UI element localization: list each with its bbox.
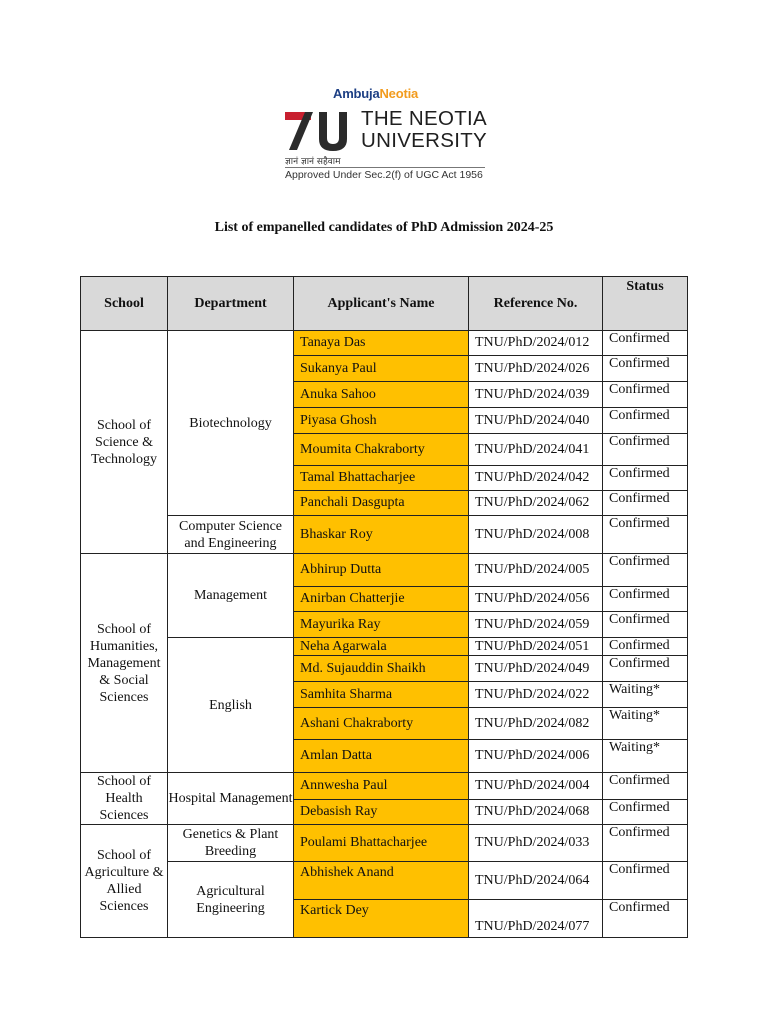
reference-no: TNU/PhD/2024/041: [469, 434, 603, 466]
reference-no: TNU/PhD/2024/056: [469, 587, 603, 612]
applicant-name: Tanaya Das: [294, 331, 469, 356]
department-cell: Management: [168, 554, 294, 638]
school-cell: School of Humanities, Management & Social Sciences: [81, 554, 168, 773]
reference-no: TNU/PhD/2024/008: [469, 516, 603, 554]
status-cell: Waiting*: [603, 740, 688, 773]
applicant-name: Samhita Sharma: [294, 682, 469, 708]
status-cell: Confirmed: [603, 862, 688, 900]
document-title: List of empanelled candidates of PhD Admission 2024-25: [214, 220, 554, 235]
reference-no: TNU/PhD/2024/039: [469, 382, 603, 408]
reference-no: TNU/PhD/2024/082: [469, 708, 603, 740]
table-row: [81, 516, 688, 554]
university-name-line2: UNIVERSITY: [361, 129, 488, 152]
header-school: School: [81, 277, 168, 331]
reference-no: TNU/PhD/2024/012: [469, 331, 603, 356]
reference-no: TNU/PhD/2024/077: [469, 900, 603, 938]
table-row: [81, 331, 688, 356]
status-cell: Confirmed: [603, 382, 688, 408]
university-logo: [283, 84, 493, 184]
department-cell: Genetics & Plant Breeding: [168, 825, 294, 862]
applicant-name: Amlan Datta: [294, 740, 469, 773]
department-cell: Computer Science and Engineering: [168, 516, 294, 554]
reference-no: TNU/PhD/2024/068: [469, 799, 603, 825]
header-applicant-name: Applicant's Name: [294, 277, 469, 331]
status-cell: Confirmed: [603, 491, 688, 516]
department-cell: Agricultural Engineering: [168, 862, 294, 938]
brand-name: AmbujaNeotia: [333, 86, 419, 101]
applicant-name: Ashani Chakraborty: [294, 708, 469, 740]
school-cell: School of Science & Technology: [81, 331, 168, 554]
applicant-name: Bhaskar Roy: [294, 516, 469, 554]
reference-no: TNU/PhD/2024/006: [469, 740, 603, 773]
table-row: [81, 825, 688, 862]
tnu-logo-mark-icon: [285, 110, 355, 152]
applicant-name: Abhishek Anand: [294, 862, 469, 900]
reference-no: TNU/PhD/2024/059: [469, 612, 603, 638]
status-cell: Confirmed: [603, 773, 688, 800]
university-name: [361, 108, 487, 152]
table-row: [81, 862, 688, 900]
status-cell: Confirmed: [603, 656, 688, 682]
applicant-name: Md. Sujauddin Shaikh: [294, 656, 469, 682]
table-header-row: [81, 277, 688, 331]
applicant-name: Mayurika Ray: [294, 612, 469, 638]
table-row: [81, 773, 688, 800]
approval-text: Approved Under Sec.2(f) of UGC Act 1956: [285, 169, 483, 181]
reference-no: TNU/PhD/2024/049: [469, 656, 603, 682]
reference-no: TNU/PhD/2024/062: [469, 491, 603, 516]
applicant-name: Tamal Bhattacharjee: [294, 466, 469, 491]
status-cell: Confirmed: [603, 900, 688, 938]
status-cell: Confirmed: [603, 554, 688, 587]
applicant-name: Neha Agarwala: [294, 638, 469, 656]
department-cell: English: [168, 638, 294, 773]
university-name-line1: THE NEOTIA: [361, 107, 488, 130]
reference-no: TNU/PhD/2024/022: [469, 682, 603, 708]
logo-divider: [285, 167, 485, 168]
reference-no: TNU/PhD/2024/051: [469, 638, 603, 656]
header-status: Status: [603, 277, 688, 331]
applicant-name: Panchali Dasgupta: [294, 491, 469, 516]
motto: ज्ञानं ज्ञानं सहैवाम: [285, 157, 341, 167]
reference-no: TNU/PhD/2024/042: [469, 466, 603, 491]
applicant-name: Sukanya Paul: [294, 356, 469, 382]
status-cell: Confirmed: [603, 466, 688, 491]
header-reference-no: Reference No.: [469, 277, 603, 331]
applicant-name: Annwesha Paul: [294, 773, 469, 800]
status-cell: Confirmed: [603, 612, 688, 638]
status-cell: Waiting*: [603, 682, 688, 708]
reference-no: TNU/PhD/2024/064: [469, 862, 603, 900]
status-cell: Confirmed: [603, 587, 688, 612]
reference-no: TNU/PhD/2024/026: [469, 356, 603, 382]
school-cell: School of Health Sciences: [81, 773, 168, 825]
status-cell: Confirmed: [603, 638, 688, 656]
applicant-name: Anuka Sahoo: [294, 382, 469, 408]
status-cell: Confirmed: [603, 825, 688, 862]
applicant-name: Anirban Chatterjie: [294, 587, 469, 612]
header-department: Department: [168, 277, 294, 331]
status-cell: Confirmed: [603, 331, 688, 356]
applicant-name: Debasish Ray: [294, 799, 469, 825]
status-cell: Confirmed: [603, 408, 688, 434]
reference-no: TNU/PhD/2024/005: [469, 554, 603, 587]
applicant-name: Kartick Dey: [294, 900, 469, 938]
reference-no: TNU/PhD/2024/004: [469, 773, 603, 800]
table-row: [81, 554, 688, 587]
status-cell: Confirmed: [603, 356, 688, 382]
status-cell: Waiting*: [603, 708, 688, 740]
table-row: [81, 638, 688, 656]
department-cell: Hospital Management: [168, 773, 294, 825]
school-cell: School of Agriculture & Allied Sciences: [81, 825, 168, 938]
status-cell: Confirmed: [603, 434, 688, 466]
reference-no: TNU/PhD/2024/033: [469, 825, 603, 862]
applicant-name: Moumita Chakraborty: [294, 434, 469, 466]
applicant-name: Poulami Bhattacharjee: [294, 825, 469, 862]
department-cell: Biotechnology: [168, 331, 294, 516]
applicant-name: Abhirup Dutta: [294, 554, 469, 587]
applicant-name: Piyasa Ghosh: [294, 408, 469, 434]
status-cell: Confirmed: [603, 799, 688, 825]
reference-no: TNU/PhD/2024/040: [469, 408, 603, 434]
candidates-table: [80, 276, 688, 938]
status-cell: Confirmed: [603, 516, 688, 554]
